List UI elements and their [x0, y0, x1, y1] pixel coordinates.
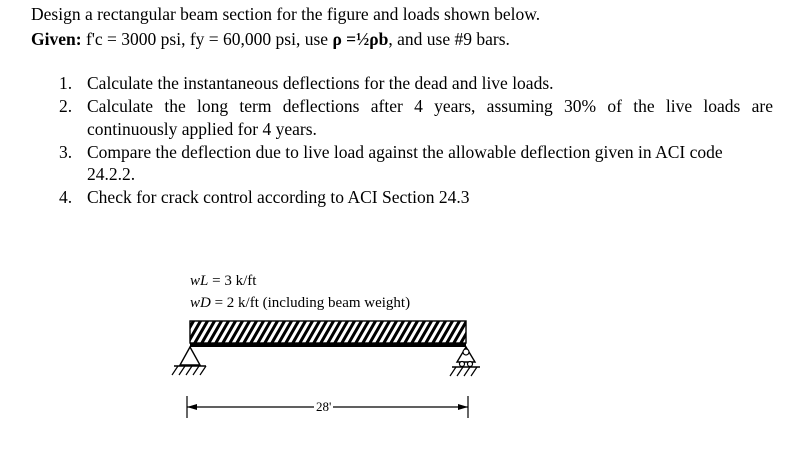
given-label: Given:	[31, 29, 82, 49]
pin-support	[172, 347, 206, 375]
given-rho: ρ =½ρb	[332, 29, 389, 49]
live-load-value: = 3 k/ft	[208, 273, 257, 289]
roller-support	[450, 347, 480, 376]
task-number: 3.	[59, 142, 73, 162]
task-text-line: Calculate the long term deflections after 4 years, assuming 30% of the live loads are	[87, 96, 773, 116]
given-fc: f'c = 3000 psi,	[81, 29, 190, 49]
task-text: 24.2.2.	[87, 164, 136, 184]
given-line	[31, 29, 510, 49]
task-number: 4.	[59, 187, 73, 207]
given-bars: , and use #9 bars.	[388, 29, 510, 49]
task-text: Check for crack control according to ACI Section 24.3	[87, 187, 470, 207]
task-text: Calculate the instantaneous deflections for the dead and live loads.	[87, 73, 554, 93]
distributed-load	[190, 321, 466, 343]
beam-figure	[150, 260, 510, 450]
task-number: 1.	[59, 73, 73, 93]
task-text: continuously applied for 4 years.	[87, 119, 317, 139]
task-text: Compare the deflection due to live load against the allowable deflection given in ACI code	[87, 142, 723, 162]
dead-load-value: = 2 k/ft (including beam weight)	[210, 295, 411, 311]
given-fy: fy = 60,000 psi, use	[189, 29, 333, 49]
beam-drawing	[150, 260, 510, 450]
task-number: 2.	[59, 96, 73, 116]
beam	[190, 343, 466, 347]
live-load-symbol: wL	[190, 273, 209, 289]
task-text	[87, 96, 773, 116]
dead-load-symbol: wD	[190, 295, 211, 311]
problem-intro: Design a rectangular beam section for the figure and loads shown below.	[31, 4, 541, 24]
span-label: 28'	[316, 399, 332, 414]
